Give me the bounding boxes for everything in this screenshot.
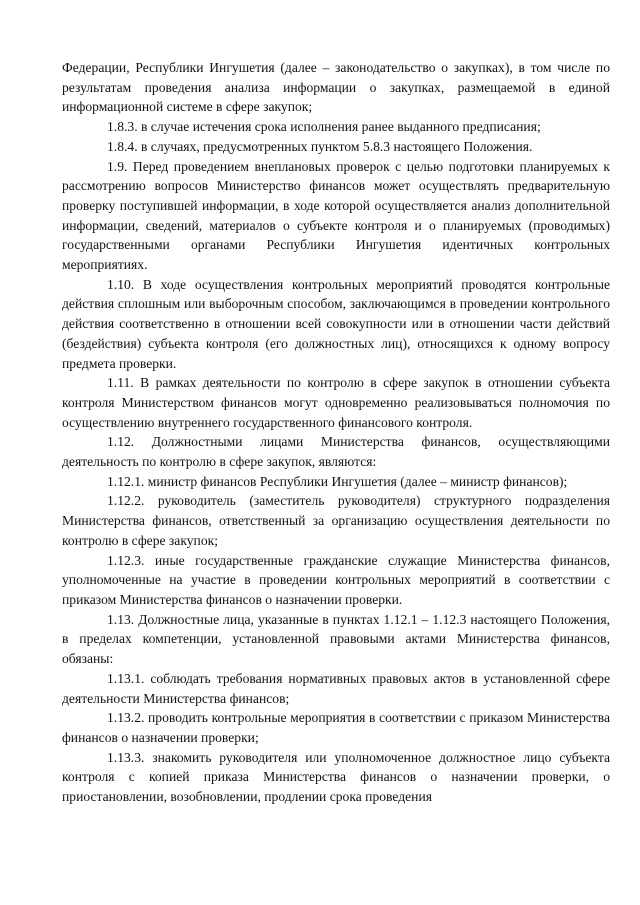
paragraph-1-8-3: 1.8.3. в случае истечения срока исполнения ранее выданного предписания; — [107, 119, 541, 135]
paragraph-1-12-2: 1.12.2. руководитель (заместитель руководителя) структурного подразделения Министерства финансов, ответственный за организацию осуществления деятельности по контролю в сфере закупок; — [62, 493, 610, 548]
paragraph-1-13-1: 1.13.1. соблюдать требования нормативных правовых актов в установленной сфере деятельности Министерства финансов; — [62, 670, 610, 706]
paragraph-1-12-3: 1.12.3. иные государственные гражданские служащие Министерства финансов, уполномоченные на участие в проведении контрольных мероприятий в соответствии с приказом Министерства финансов о назначении проверки. — [62, 552, 610, 607]
paragraph-1-12-1: 1.12.1. министр финансов Республики Ингушетия (далее – министр финансов); — [107, 473, 568, 489]
document-page — [62, 58, 610, 807]
paragraph-continuation: Федерации, Республики Ингушетия (далее – законодательство о закупках), в том числе по результатам проведения анализа информации о закупках, размещаемой в единой информационной системе в сфере закупок; — [62, 60, 610, 115]
paragraph-1-13-2: 1.13.2. проводить контрольные мероприятия в соответствии с приказом Министерства финансов о назначении проверки; — [62, 710, 610, 745]
paragraph-1-13: 1.13. Должностные лица, указанные в пунктах 1.12.1 – 1.12.3 настоящего Положения, в пределах компетенции, установленной правовыми актами Министерства финансов, обязаны: — [62, 611, 610, 667]
paragraph-1-11: 1.11. В рамках деятельности по контролю в сфере закупок в отношении субъекта контроля Министерством финансов могут одновременно реализовываться полномочия по осуществлению внутреннего государственного финансового контроля. — [62, 375, 610, 430]
paragraph-1-13-3: 1.13.3. знакомить руководителя или уполномоченное должностное лицо субъекта контроля с копией приказа Министерства финансов о назначении проверки, о приостановлении, возобновлении, продлении срока проведения — [62, 749, 610, 805]
paragraph-1-9: 1.9. Перед проведением внеплановых проверок с целью подготовки планируемых к рассмотрению вопросов Министерство финансов может осуществлять предварительную проверку поступившей информации, в ходе которой осуществляется анализ дополнительной информации, сведений, материалов о субъекте контроля и о планируемых (проводимых) государственными органами Республики Ингушетия идентичных контрольных мероприятиях. — [62, 158, 610, 273]
paragraph-1-12: 1.12. Должностными лицами Министерства финансов, осуществляющими деятельность по контролю в сфере закупок, являются: — [62, 434, 610, 470]
paragraph-1-8-4: 1.8.4. в случаях, предусмотренных пунктом 5.8.3 настоящего Положения. — [107, 138, 533, 154]
paragraph-1-10: 1.10. В ходе осуществления контрольных мероприятий проводятся контрольные действия сплошным или выборочным способом, заключающимся в проведении контрольного действия соответственно в отношении всей совокупности или в отношении части действий (бездействия) субъекта контроля (его должностных лиц), относящихся к одному вопросу предмета проверки. — [62, 276, 610, 371]
